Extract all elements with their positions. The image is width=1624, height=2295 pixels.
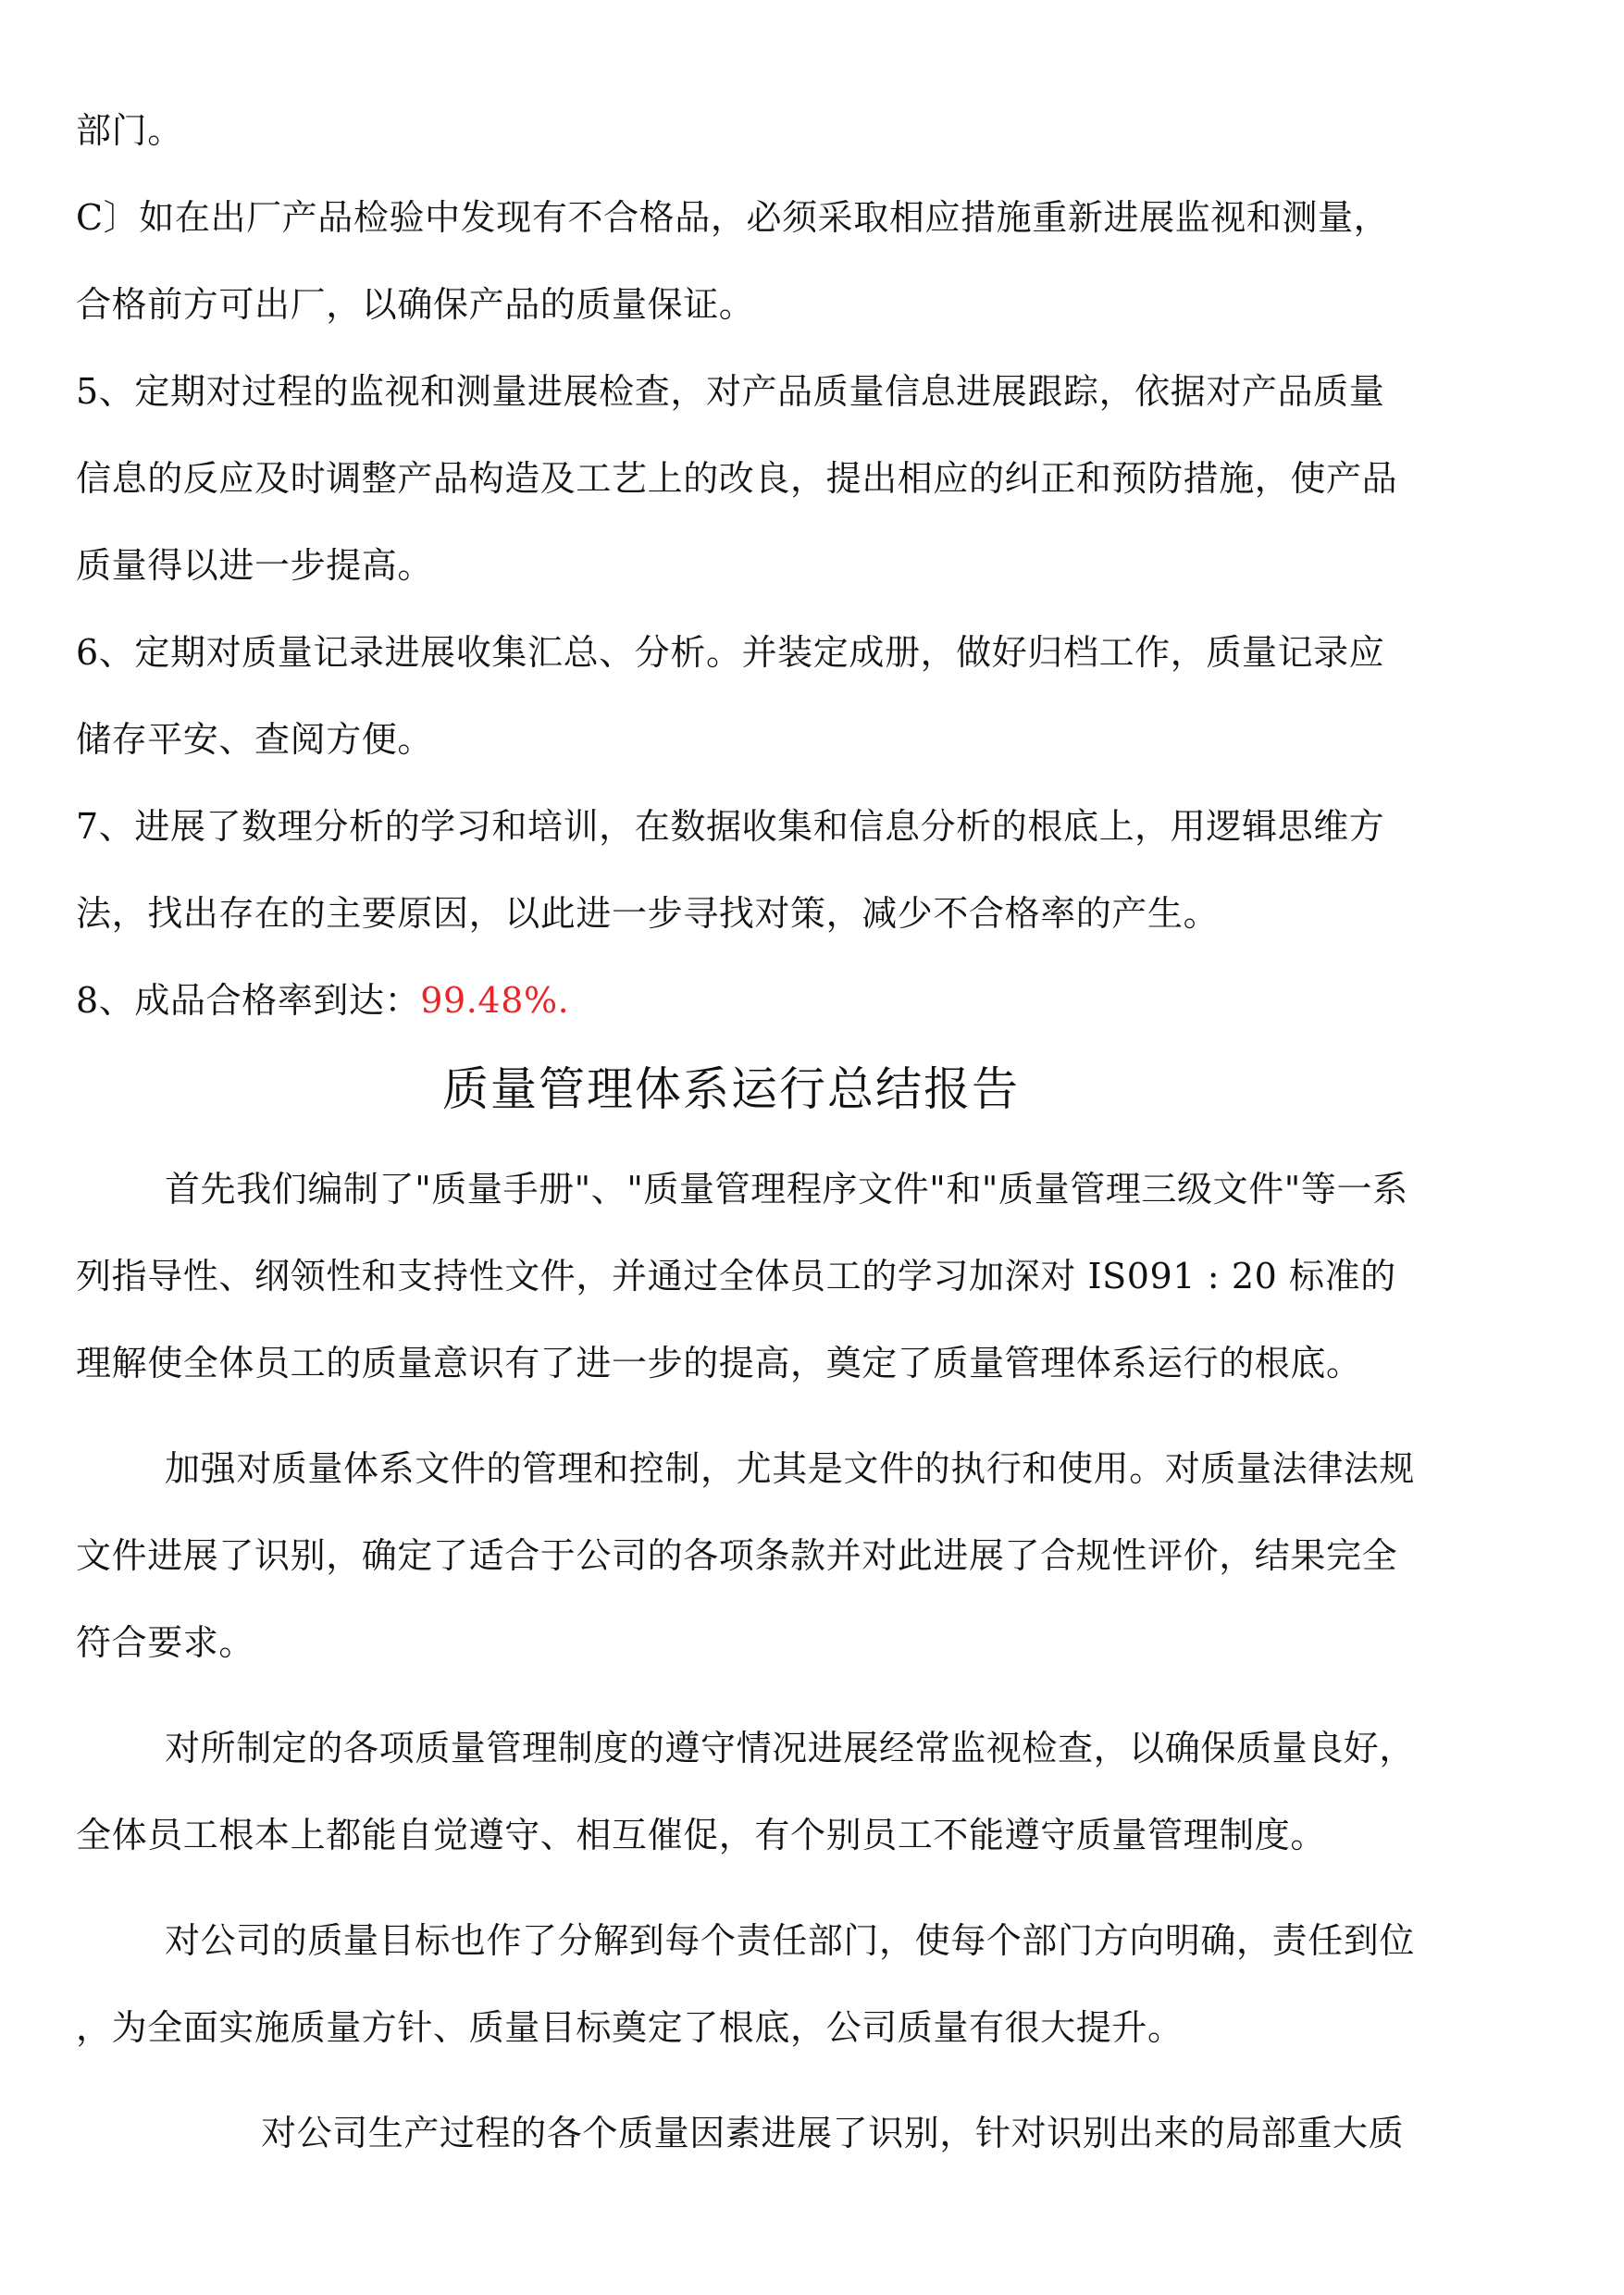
paragraph-line: 对公司的质量目标也作了分解到每个责任部门，使每个部门方向明确，责任到位 [165,1920,1416,1961]
paragraph-line: 列指导性、纲领性和支持性文件，并通过全体员工的学习加深对 IS091 : 20 标准的 [76,1256,1396,1296]
paragraph-line: 首先我们编制了"质量手册"、"质量管理程序文件"和"质量管理三级文件"等一系 [165,1169,1408,1210]
text-line: 5、定期对过程的监视和测量进展检查，对产品质量信息进展跟踪，依据对产品质量 [76,371,1385,412]
pass-rate-label: 8、成品合格率到达： [76,980,421,1021]
paragraph-line: 文件进展了识别，确定了适合于公司的各项条款并对此进展了合规性评价，结果完全 [76,1535,1398,1576]
text-line: 部门。 [76,110,183,151]
paragraph-line: 全体员工根本上都能自觉遵守、相互催促，有个别员工不能遵守质量管理制度。 [76,1815,1327,1855]
text-line: 质量得以进一步提高。 [76,545,434,586]
text-line: 6、定期对质量记录进展收集汇总、分析。并装定成册，做好归档工作，质量记录应 [76,632,1385,673]
text-line: 储存平安、查阅方便。 [76,719,434,760]
text-line: 合格前方可出厂，以确保产品的质量保证。 [76,284,755,325]
paragraph-line: 对公司生产过程的各个质量因素进展了识别，针对识别出来的局部重大质 [261,2113,1405,2153]
text-line: 7、进展了数理分析的学习和培训，在数据收集和信息分析的根底上，用逻辑思维方 [76,806,1385,847]
report-title: 质量管理体系运行总结报告 [442,1062,1020,1116]
pass-rate-line [76,979,1556,1022]
pass-rate-value: 99.48%. [420,980,570,1021]
paragraph-line: 符合要求。 [76,1622,255,1663]
text-line: 信息的反应及时调整产品构造及工艺上的改良，提出相应的纠正和预防措施，使产品 [76,458,1398,499]
paragraph-line: 对所制定的各项质量管理制度的遵守情况进展经常监视检查，以确保质量良好， [165,1728,1416,1768]
text-line: C〕如在出厂产品检验中发现有不合格品，必须采取相应措施重新进展监视和测量， [76,197,1390,238]
text-line: 法，找出存在的主要原因，以此进一步寻找对策，减少不合格率的产生。 [76,893,1220,934]
paragraph-line: 加强对质量体系文件的管理和控制，尤其是文件的执行和使用。对质量法律法规 [165,1448,1416,1489]
paragraph-line: ，为全面实施质量方针、质量目标奠定了根底，公司质量有很大提升。 [76,2007,1184,2048]
paragraph-line: 理解使全体员工的质量意识有了进一步的提高，奠定了质量管理体系运行的根底。 [76,1343,1362,1383]
